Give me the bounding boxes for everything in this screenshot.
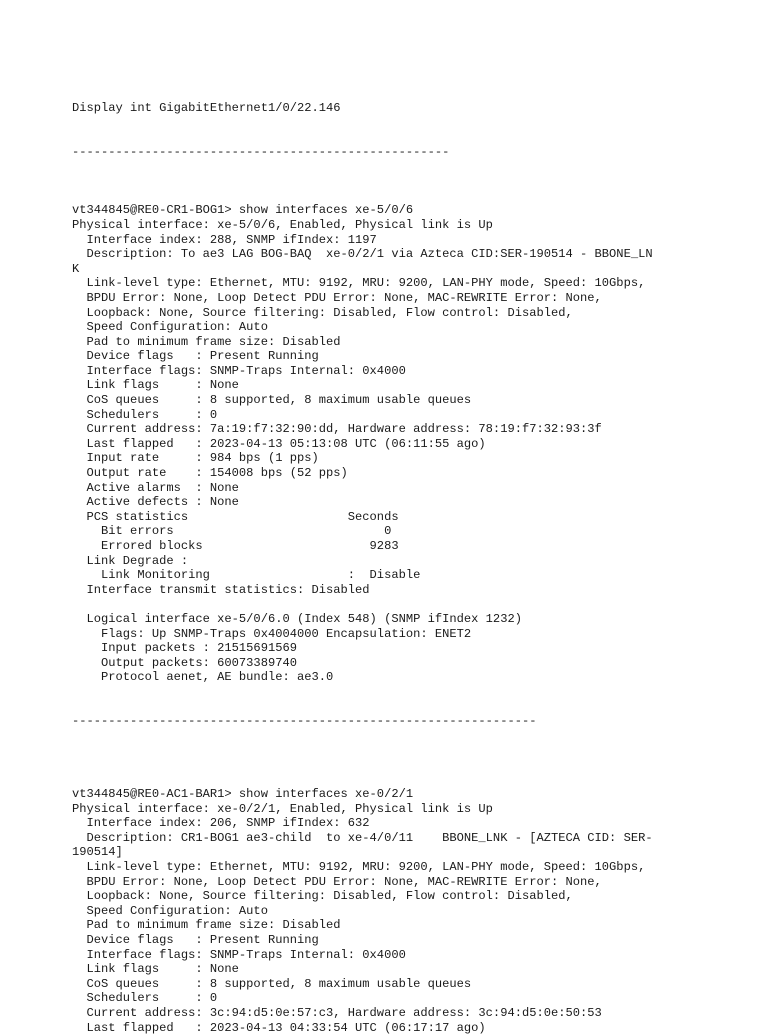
ac1-bar1-output-line: Link flags : None: [72, 962, 239, 977]
ac1-bar1-output-line: BPDU Error: None, Loop Detect PDU Error: None, MAC-REWRITE Error: None,: [72, 874, 602, 889]
header-rule: ----------------------------------------------------: [72, 144, 450, 159]
cr1-bog1-output-line: Bit errors 0: [72, 524, 392, 539]
cr1-bog1-output-line: [72, 700, 762, 715]
ac1-bar1-output-line: CoS queues : 8 supported, 8 maximum usable queues: [72, 976, 472, 991]
cr1-bog1-output-line: Interface flags: SNMP-Traps Internal: 0x4000: [72, 363, 406, 378]
cr1-bog1-output-line: BPDU Error: None, Loop Detect PDU Error: None, MAC-REWRITE Error: None,: [72, 290, 602, 305]
document-title: Display int GigabitEthernet1/0/22.146: [72, 101, 341, 116]
cr1-bog1-output-line: Interface transmit statistics: Disabled: [72, 582, 370, 597]
cr1-bog1-output-line: [72, 189, 762, 204]
cr1-bog1-output-line: Logical interface xe-5/0/6.0 (Index 548) (SNMP ifIndex 1232): [72, 611, 522, 626]
cr1-bog1-output-line: Device flags : Present Running: [72, 349, 319, 364]
cr1-bog1-output-line: Last flapped : 2023-04-13 05:13:08 UTC (06:11:55 ago): [72, 436, 486, 451]
ac1-bar1-output-line: Pad to minimum frame size: Disabled: [72, 918, 341, 933]
cr1-bog1-output-line: Description: To ae3 LAG BOG-BAQ xe-0/2/1 via Azteca CID:SER-190514 - BBONE_LN: [72, 247, 653, 262]
cr1-bog1-output-line: Output rate : 154008 bps (52 pps): [72, 466, 348, 481]
cr1-bog1-output-line: Link flags : None: [72, 378, 239, 393]
cr1-bog1-output-line: Pad to minimum frame size: Disabled: [72, 334, 341, 349]
ac1-bar1-output-line: Schedulers : 0: [72, 991, 218, 1006]
cr1-bog1-output-line: Link Monitoring : Disable: [72, 568, 421, 583]
ac1-bar1-output-line: Interface flags: SNMP-Traps Internal: 0x4000: [72, 947, 406, 962]
cr1-bog1-output-line: Active alarms : None: [72, 480, 239, 495]
cr1-bog1-output-line: Protocol aenet, AE bundle: ae3.0: [72, 670, 334, 685]
ac1-bar1-output-line: Physical interface: xe-0/2/1, Enabled, Physical link is Up: [72, 801, 493, 816]
cr1-bog1-output-line: Schedulers : 0: [72, 407, 218, 422]
ac1-bar1-output-line: Current address: 3c:94:d5:0e:57:c3, Hardware address: 3c:94:d5:0e:50:53: [72, 1006, 602, 1020]
cr1-bog1-output-line: Flags: Up SNMP-Traps 0x4004000 Encapsulation: ENET2: [72, 626, 472, 641]
cr1-bog1-output-line: [72, 773, 762, 788]
cli-output-section-cr1-bog1: [72, 189, 762, 787]
cr1-bog1-output-line: Errored blocks 9283: [72, 539, 399, 553]
cr1-bog1-output-line: K: [72, 261, 80, 276]
cr1-bog1-output-line: ----------------------------------------------------------------: [72, 714, 537, 729]
cr1-bog1-output-line: Active defects : None: [72, 495, 239, 510]
cr1-bog1-output-line: Speed Configuration: Auto: [72, 320, 268, 335]
ac1-bar1-output-line: Loopback: None, Source filtering: Disabled, Flow control: Disabled,: [72, 889, 573, 904]
cr1-bog1-output-line: Input packets : 21515691569: [72, 641, 297, 656]
cr1-bog1-output-line: [72, 597, 762, 612]
cr1-bog1-output-line: vt344845@RE0-CR1-BOG1> show interfaces xe-5/0/6: [72, 203, 414, 218]
cr1-bog1-output-line: Physical interface: xe-5/0/6, Enabled, Physical link is Up: [72, 217, 493, 232]
cr1-bog1-output-line: [72, 758, 762, 773]
cr1-bog1-output-line: Interface index: 288, SNMP ifIndex: 1197: [72, 232, 377, 247]
ac1-bar1-output-line: Device flags : Present Running: [72, 933, 319, 948]
cr1-bog1-output-line: PCS statistics Seconds: [72, 509, 399, 524]
cr1-bog1-output-line: Loopback: None, Source filtering: Disabled, Flow control: Disabled,: [72, 305, 573, 320]
document-header: [72, 72, 762, 189]
cr1-bog1-output-line: Input rate : 984 bps (1 pps): [72, 451, 319, 466]
cr1-bog1-output-line: [72, 729, 762, 744]
ac1-bar1-output-line: 190514]: [72, 845, 123, 860]
cr1-bog1-output-line: Link Degrade :: [72, 553, 189, 568]
cr1-bog1-output-line: Output packets: 60073389740: [72, 655, 297, 670]
ac1-bar1-output-line: Last flapped : 2023-04-13 04:33:54 UTC (06:17:17 ago): [72, 1020, 486, 1035]
cr1-bog1-output-line: CoS queues : 8 supported, 8 maximum usable queues: [72, 393, 472, 408]
ac1-bar1-output-line: Interface index: 206, SNMP ifIndex: 632: [72, 816, 370, 831]
ac1-bar1-output-line: Description: CR1-BOG1 ae3-child to xe-4/0/11 BBONE_LNK - [AZTECA CID: SER-: [72, 830, 653, 845]
cr1-bog1-output-line: Current address: 7a:19:f7:32:90:dd, Hardware address: 78:19:f7:32:93:3f: [72, 422, 602, 437]
ac1-bar1-output-line: Speed Configuration: Auto: [72, 903, 268, 918]
cli-output-section-ac1-bar1: [72, 787, 762, 1035]
ac1-bar1-output-line: Link-level type: Ethernet, MTU: 9192, MRU: 9200, LAN-PHY mode, Speed: 10Gbps,: [72, 860, 646, 875]
cr1-bog1-output-line: [72, 743, 762, 758]
document-page: [72, 72, 762, 1035]
cr1-bog1-output-line: Link-level type: Ethernet, MTU: 9192, MRU: 9200, LAN-PHY mode, Speed: 10Gbps,: [72, 276, 646, 291]
cr1-bog1-output-line: [72, 685, 762, 700]
ac1-bar1-output-line: vt344845@RE0-AC1-BAR1> show interfaces xe-0/2/1: [72, 787, 414, 802]
